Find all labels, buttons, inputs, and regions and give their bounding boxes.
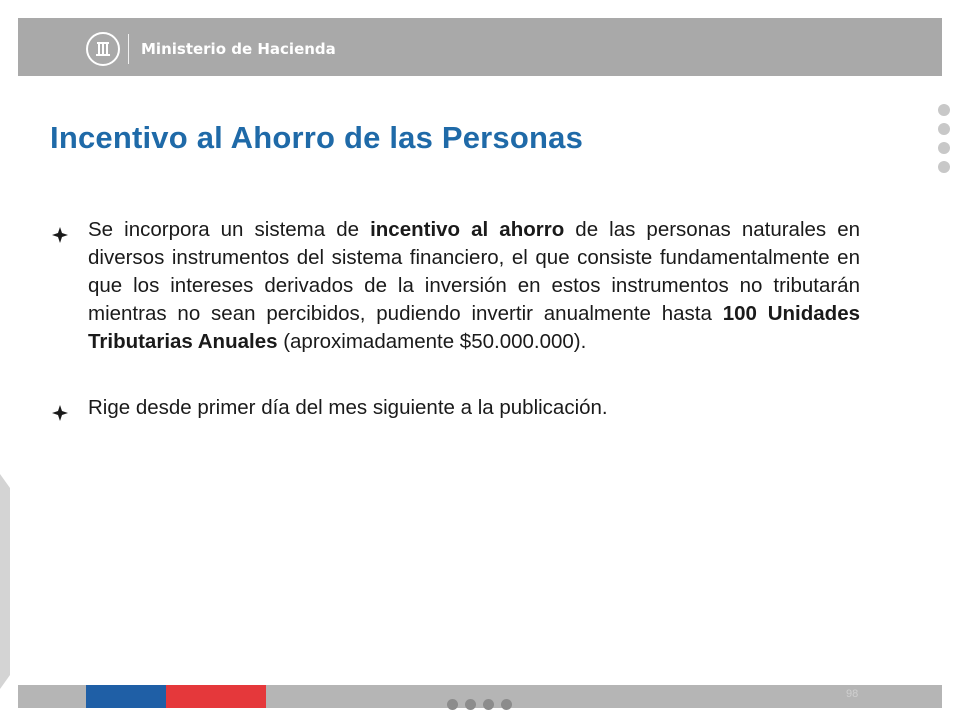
decorative-dot — [483, 699, 494, 710]
bold-segment: 100 Unidades Tributarias Anuales — [88, 302, 860, 353]
bullet-text — [88, 216, 860, 356]
page-number: 98 — [846, 688, 859, 700]
bullet-item-effective-date — [52, 394, 860, 429]
decorative-dot — [447, 699, 458, 710]
government-seal-icon — [86, 32, 120, 66]
slide-title: Incentivo al Ahorro de las Personas — [50, 120, 584, 155]
decorative-dot — [938, 104, 950, 116]
decorative-dot — [938, 142, 950, 154]
decorative-dot — [465, 699, 476, 710]
footer-red-stripe — [166, 685, 266, 708]
text-segment: (aproximadamente $50.000.000). — [277, 330, 587, 353]
diamond-bullet-icon — [52, 216, 88, 251]
ministry-logo — [86, 30, 336, 68]
logo-divider — [128, 34, 129, 64]
decorative-dot — [938, 123, 950, 135]
bullet-text — [88, 394, 860, 422]
decorative-dot — [938, 161, 950, 173]
text-segment: de las personas naturales en diversos instrumentos del sistema financiero, el que consiste fundamentalmente en que los intereses derivados de la inversión en estos instrumentos no tributarán mientras no sean percibidos, pudiendo invertir anualmente hasta — [88, 218, 861, 325]
bullet-list — [52, 216, 860, 429]
ministry-name: Ministerio de Hacienda — [141, 40, 336, 58]
footer-blue-stripe — [86, 685, 166, 708]
bullet-item-incentive — [52, 216, 860, 356]
text-segment: Rige desde primer día del mes siguiente a la publicación. — [88, 396, 608, 419]
text-segment: Se incorpora un sistema de — [88, 218, 371, 241]
decorative-dots-right — [938, 104, 950, 173]
decorative-dot — [501, 699, 512, 710]
bold-segment: incentivo al ahorro — [370, 218, 565, 241]
diamond-bullet-icon — [52, 394, 88, 429]
decorative-side-notch — [0, 474, 18, 689]
decorative-dots-footer — [447, 699, 512, 710]
